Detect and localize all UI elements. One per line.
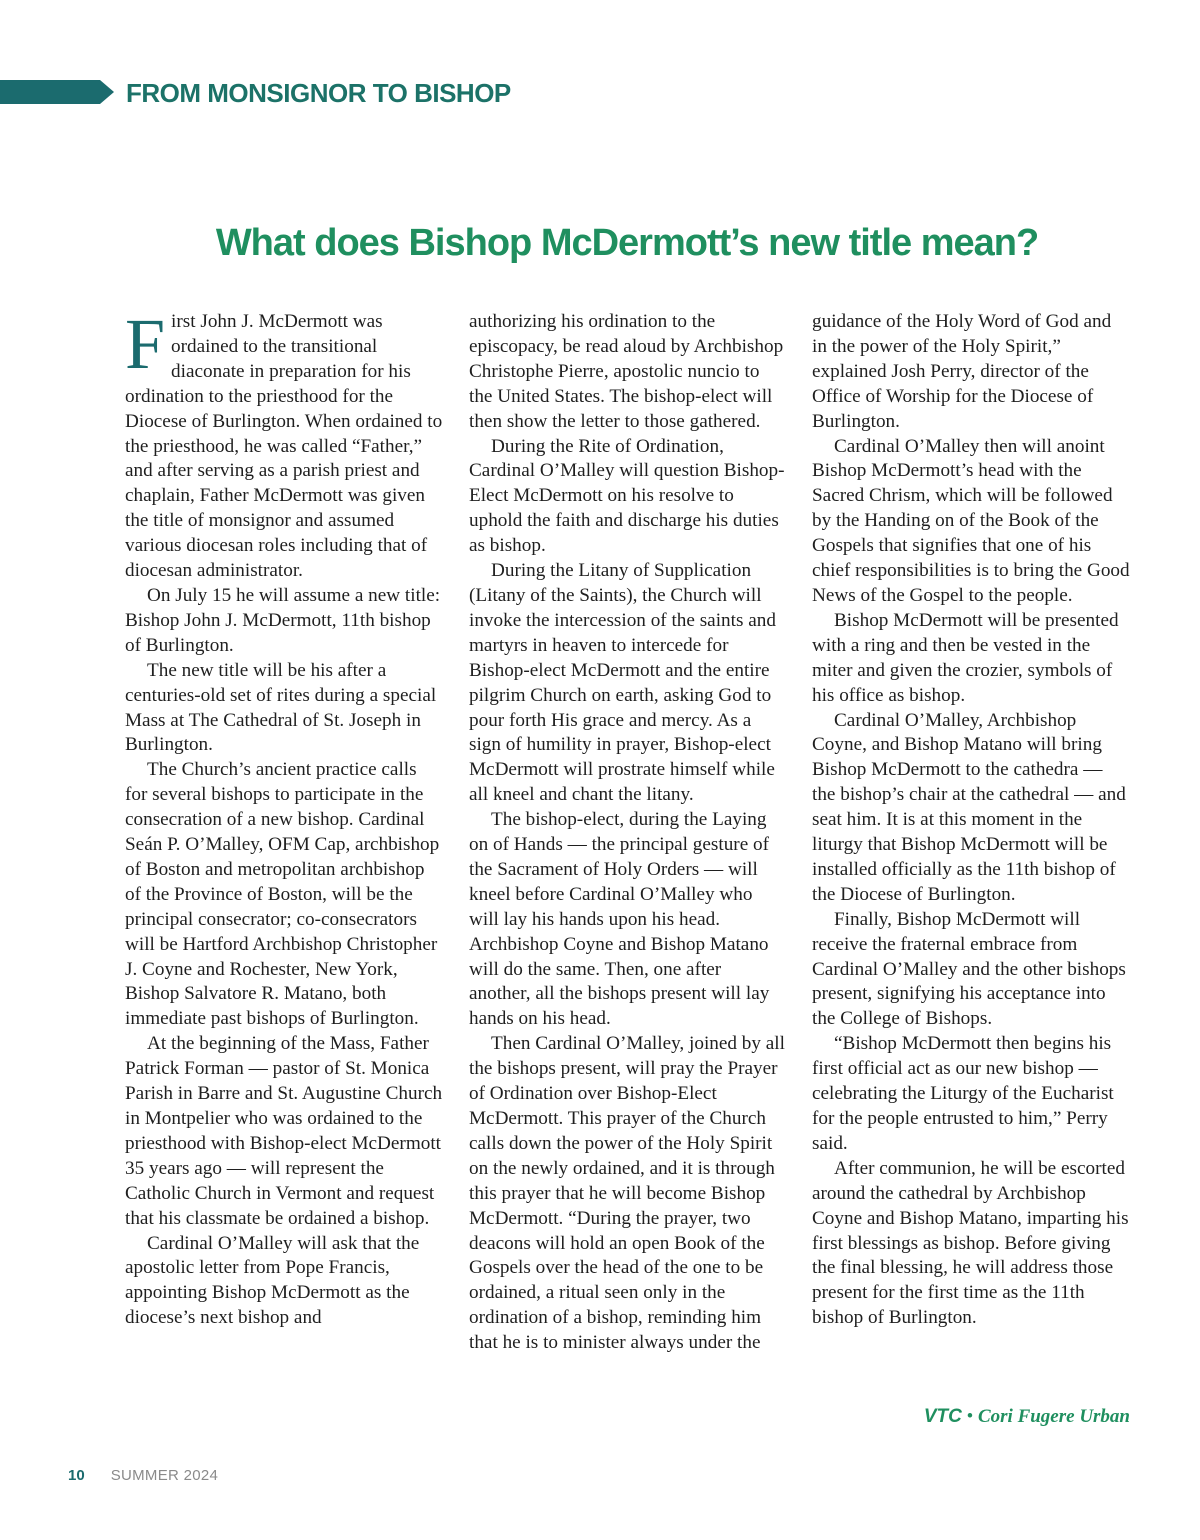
paragraph <box>125 304 443 584</box>
section-title: FROM MONSIGNOR TO BISHOP <box>126 78 511 108</box>
paragraph: The new title will be his after a centuries-old set of rites during a special Mass at The Cathedral of St. Joseph in Burlington. <box>125 659 437 756</box>
paragraph: “Bishop McDermott then begins his first official act as our new bishop — celebrating the Liturgy of the Eucharist for the people entrusted to him,” Perry said. <box>812 1033 1114 1154</box>
byline-author: Cori Fugere Urban <box>977 1406 1130 1427</box>
paragraph: Cardinal O’Malley will ask that the apostolic letter from Pope Francis, appointing Bishop McDermott as the diocese’s next bishop and <box>125 1232 420 1329</box>
issue-label: SUMMER 2024 <box>110 1467 219 1484</box>
article-column-1 <box>125 304 443 1331</box>
page-number: 10 <box>68 1467 85 1484</box>
article-column-2 <box>469 310 787 1356</box>
paragraph: Bishop McDermott will be presented with a ring and then be vested in the miter and given the crozier, symbols of his office as bishop. <box>812 609 1119 706</box>
paragraph: During the Litany of Supplication (Litany of the Saints), the Church will invoke the intercession of the saints and martyrs in heaven to intercede for Bishop-elect McDermott and the entire pilgrim Church on earth, asking God to pour forth His grace and mercy. As a sign of humility in prayer, Bishop-elect McDermott will prostrate himself while all kneel and chant the litany. <box>469 560 776 806</box>
paragraph: guidance of the Holy Word of God and in the power of the Holy Spirit,” explained Josh Perry, director of the Office of Worship for the Diocese of Burlington. <box>812 311 1112 432</box>
byline <box>812 1406 1130 1428</box>
paragraph: Then Cardinal O’Malley, joined by all the bishops present, will pray the Prayer of Ordination over Bishop-Elect McDermott. This prayer of the Church calls down the power of the Holy Spirit on the newly ordained, and it is through this prayer that he will become Bishop McDermott. “During the prayer, two deacons will hold an open Book of the Gospels over the head of the one to be ordained, a ritual seen only in the ordination of a bishop, reminding him that he is to minister always under the <box>469 1033 785 1354</box>
article-column-3 <box>812 310 1130 1331</box>
drop-cap: F <box>125 304 166 384</box>
paragraph: At the beginning of the Mass, Father Patrick Forman — pastor of St. Monica Parish in Barre and St. Augustine Church in Montpelier who was ordained to the priesthood with Bishop-elect McDermott 35 years ago — will represent the Catholic Church in Vermont and request that his classmate be ordained a bishop. <box>125 1033 443 1229</box>
paragraph: After communion, he will be escorted around the cathedral by Archbishop Coyne and Bishop Matano, imparting his first blessings as bishop. Before giving the final blessing, he will address those present for the first time as the 11th bishop of Burlington. <box>812 1157 1129 1329</box>
paragraph: Cardinal O’Malley then will anoint Bishop McDermott’s head with the Sacred Chrism, which will be followed by the Handing on of the Book of the Gospels that signifies that one of his chief responsibilities is to bring the Good News of the Gospel to the people. <box>812 435 1130 606</box>
paragraph: The Church’s ancient practice calls for several bishops to participate in the consecration of a new bishop. Cardinal Seán P. O’Malley, OFM Cap, archbishop of Boston and metropolitan archbishop of the Province of Boston, will be the principal consecrator; co-consecrators will be Hartford Archbishop Christopher J. Coyne and Rochester, New York, Bishop Salvatore R. Matano, both immediate past bishops of Burlington. <box>125 759 440 1030</box>
section-banner-arrow <box>100 80 114 104</box>
paragraph: The bishop-elect, during the Laying on of Hands — the principal gesture of the Sacrament of Holy Orders — will kneel before Cardinal O’Malley who will lay his hands upon his head. Archbishop Coyne and Bishop Matano will do the same. Then, one after another, all the bishops present will lay hands on his head. <box>469 809 770 1030</box>
byline-separator: • <box>961 1406 978 1427</box>
byline-org: VTC <box>923 1406 962 1427</box>
article-headline: What does Bishop McDermott’s new title mean? <box>215 222 1039 264</box>
paragraph: On July 15 he will assume a new title: Bishop John J. McDermott, 11th bishop of Burlington. <box>125 584 441 656</box>
page-footer <box>68 1467 218 1484</box>
section-banner-bar <box>0 80 100 104</box>
paragraph: Finally, Bishop McDermott will receive the fraternal embrace from Cardinal O’Malley and the other bishops present, signifying his acceptance into the College of Bishops. <box>812 908 1126 1030</box>
paragraph: During the Rite of Ordination, Cardinal O’Malley will question Bishop-Elect McDermott on his resolve to uphold the faith and discharge his duties as bishop. <box>469 435 785 557</box>
paragraph: authorizing his ordination to the episcopacy, be read aloud by Archbishop Christophe Pierre, apostolic nuncio to the United States. The bishop-elect will then show the letter to those gathered. <box>469 311 784 432</box>
paragraph: Cardinal O’Malley, Archbishop Coyne, and Bishop Matano will bring Bishop McDermott to the cathedra — the bishop’s chair at the cathedral — and seat him. It is at this moment in the liturgy that Bishop McDermott will be installed officially as the 11th bishop of the Diocese of Burlington. <box>812 709 1126 905</box>
paragraph-text: irst John J. McDermott was ordained to the transitional diaconate in preparation for his ordination to the priesthood for the Diocese of Burlington. When ordained to the priesthood, he was called “Father,” and after serving as a parish priest and chaplain, Father McDermott was given the title of monsignor and assumed various diocesan roles including that of diocesan administrator. <box>125 311 443 582</box>
